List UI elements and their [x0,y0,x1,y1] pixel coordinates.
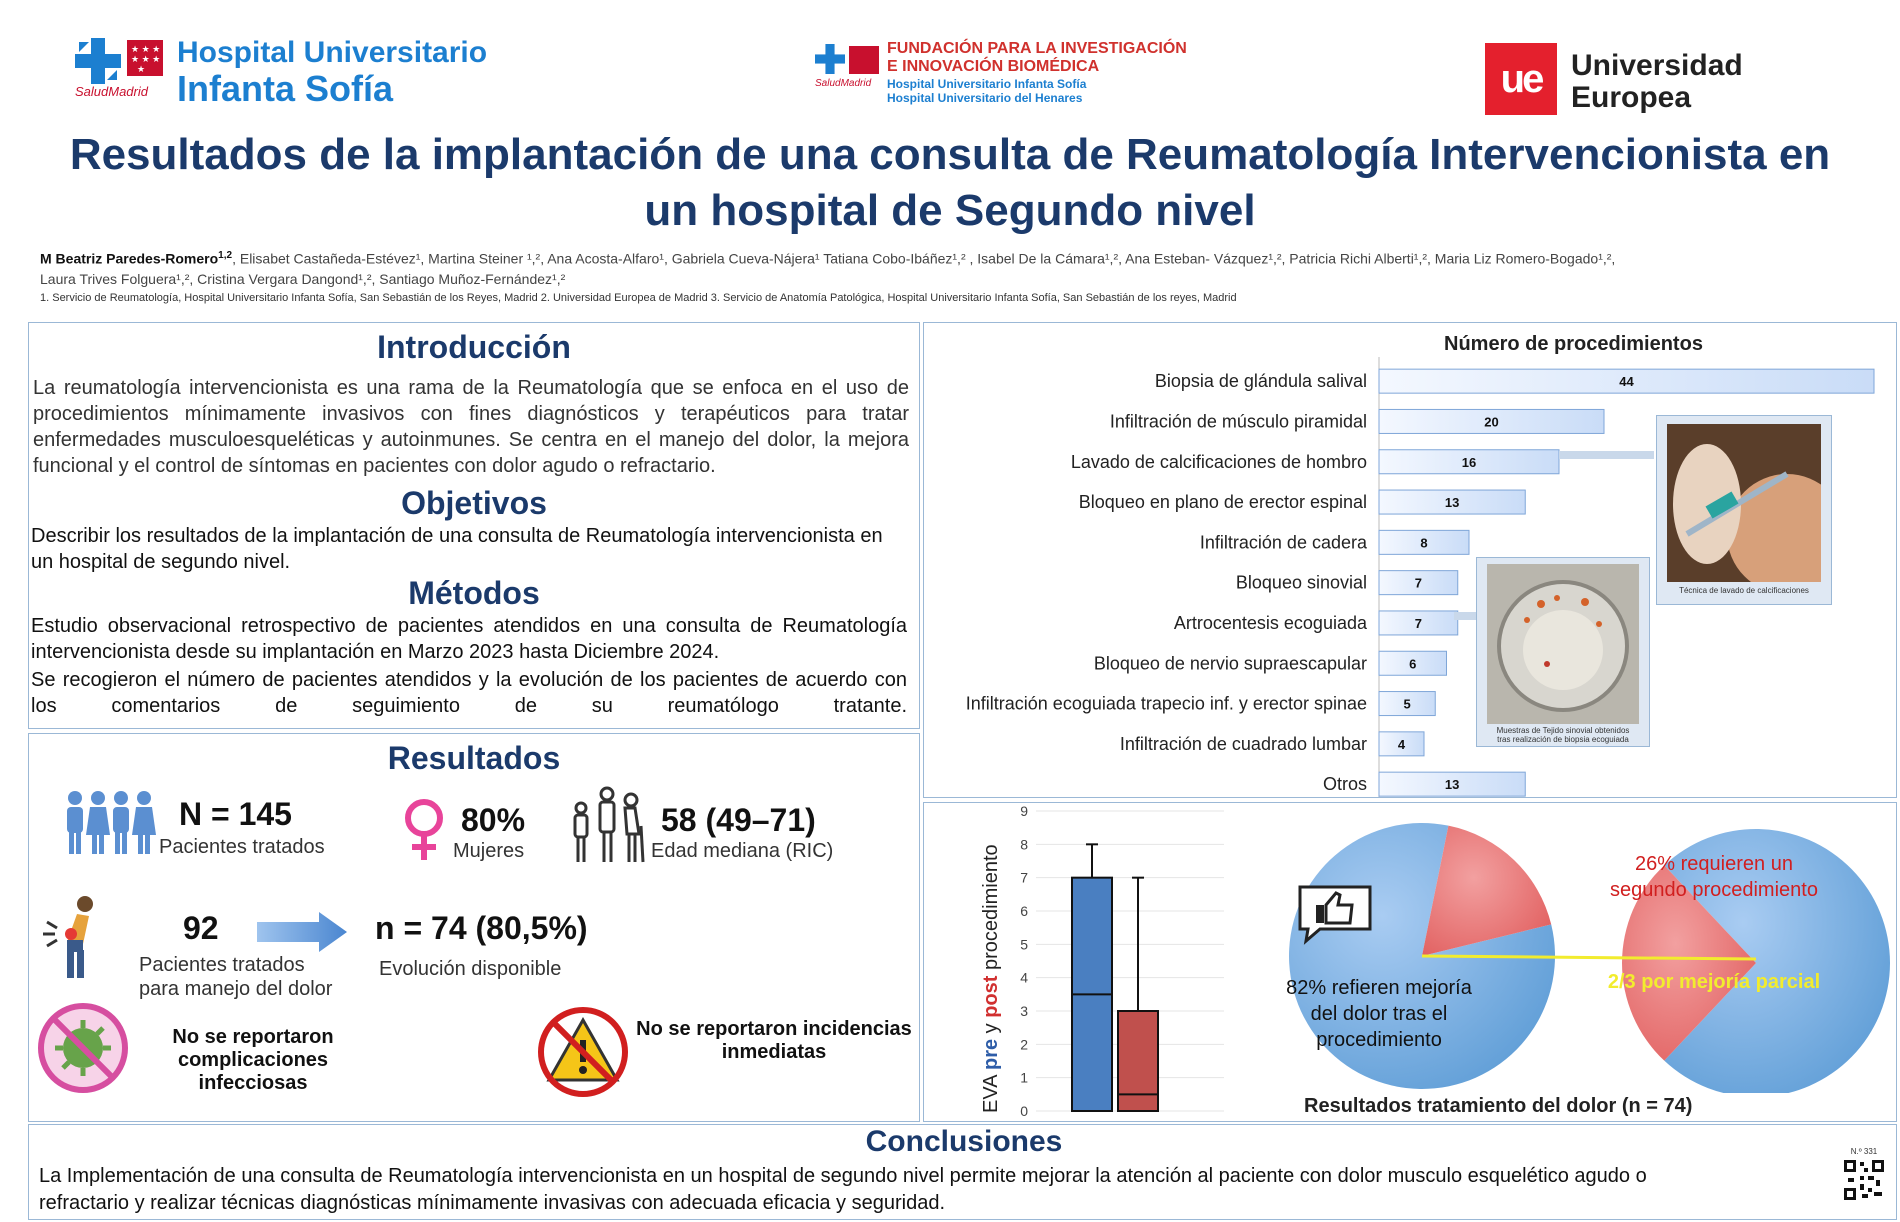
women-value: 80% [461,802,526,838]
pie1-label [1274,975,1484,1053]
first-author-sup: 1,2 [218,250,233,261]
objetivos-heading: Objetivos [401,485,547,521]
eva-tick-label: 1 [1020,1069,1028,1086]
procedure-category-label: Bloqueo de nervio supraescapular [1093,653,1367,674]
title-line1: Resultados de la implantación de una consulta de Reumatología Intervencionista en [69,130,1831,179]
female-icon [401,798,447,862]
resultados-heading: Resultados [387,740,561,776]
arrow-right-icon [257,912,347,952]
qr-code-icon [1842,1158,1886,1202]
evol-label: Evolución disponible [379,958,562,980]
pie2-label2: segundo procedimiento [1610,879,1818,901]
authors-rest: , Elisabet Castañeda-Estévez¹, Martina Steiner ¹,², Ana Acosta-Alfaro¹, Gabriela Cueva-Nájera¹ Tatiana Cobo-Ibáñez¹,² , Isabel De la Cámara¹,², Ana Esteban- Vázquez¹,², Patricia Richi Alberti¹,², Maria Liz Romero-Bogado¹,², [232,250,1616,267]
evol-value: n = 74 (80,5%) [375,910,588,946]
fundacion-logo [815,40,1235,110]
eva-tick-label: 2 [1020,1036,1028,1053]
intro-text: La reumatología intervencionista es una rama de la Reumatología que se enfoca en el uso de procedimientos mínimamente invasivos con fines diagnósticos y terapéuticos para tratar enfermedades musculoesqueléticas y autoinmunes. Se centra en el manejo del dolor, la mejora funcional y el control de síntomas en pacientes con dolor agudo o refractario. [33,377,909,477]
hospital-logo [75,34,495,109]
qr-block [1839,1147,1889,1202]
procedure-value-label: 20 [1484,414,1499,430]
procedure-category-label: Infiltración de cuadrado lumbar [1119,733,1367,754]
eva-tick-label: 5 [1020,936,1028,953]
resultados-panel [28,733,920,1122]
procedure-value-label: 13 [1444,495,1460,511]
pain-label1: Pacientes tratados [139,954,305,976]
hospital-name-line2: Infanta Sofía [177,68,394,109]
pie2-label [1564,851,1864,903]
eva-tick-label: 8 [1020,836,1028,853]
metodos-heading: Métodos [408,575,540,611]
procedures-chart-title: Número de procedimientos [1444,333,1703,355]
hospital-cross-icon [75,38,121,84]
poster-title [0,127,1900,239]
procedure-value-label: 5 [1403,696,1411,712]
eva-tick-label: 4 [1020,969,1028,986]
fundacion-sub-label: SaludMadrid [815,78,872,89]
eva-tick-label: 6 [1020,903,1028,919]
infection-line2: complicaciones infecciosas [177,1049,329,1094]
photo2-caption [1477,726,1649,744]
n-label: Pacientes tratados [159,836,325,858]
pain-value: 92 [183,910,219,946]
incident-line2: inmediatas [721,1041,827,1063]
conclusiones-heading: Conclusiones [865,1125,1063,1158]
authors-line2: Laura Trives Folguera¹,², Cristina Vergara Dangond¹,², Santiago Muñoz-Fernández¹,² [40,270,566,287]
y-axis-suffix: procedimiento [980,844,1002,976]
fundacion-line4: Hospital Universitario del Henares [887,91,1083,105]
fundacion-cross-icon [815,44,845,74]
procedure-value-label: 16 [1461,454,1477,470]
age-value: 58 (49–71) [661,802,816,838]
photo1-caption: Técnica de lavado de calcificaciones [1679,586,1809,595]
procedure-category-label: Biopsia de glándula salival [1154,371,1367,392]
thumbs-up-icon [1296,883,1374,945]
fundacion-line1: FUNDACIÓN PARA LA INVESTIGACIÓN [887,40,1187,57]
procedure-value-label: 7 [1414,615,1422,631]
pain-results-panel [923,802,1897,1122]
fundacion-line2: E INNOVACIÓN BIOMÉDICA [887,58,1100,75]
y-axis-prefix: EVA [980,1070,1002,1113]
incident-text [629,1018,919,1064]
intro-heading: Introducción [377,329,571,365]
procedure-category-label: Infiltración ecoguiada trapecio inf. y erector spinae [965,693,1367,714]
madrid-flag-icon: ★ ★ ★ ★ ★ ★ ★ [127,40,163,76]
age-label: Edad mediana (RIC) [651,840,834,862]
photo2-caption-line2: tras realización de biopsia ecoguiada [1497,735,1629,744]
pie1-label3: procedimiento [1316,1029,1442,1051]
first-author: M Beatriz Paredes-Romero [40,250,219,267]
no-infection-icon [35,1000,131,1096]
saludmadrid-label: SaludMadrid [75,84,148,99]
pie1-label2: del dolor tras el [1310,1003,1448,1025]
y-axis-mid: y [980,1017,1002,1039]
women-label: Mujeres [453,840,525,862]
universidad-logo [1485,43,1765,118]
hospital-name-line1: Hospital Universitario [177,36,488,69]
y-axis-pre: pre [980,1038,1002,1070]
intro-panel [28,322,920,729]
synovial-photo-image [1487,564,1639,724]
procedure-category-label: Artrocentesis ecoguiada [1173,612,1367,633]
procedure-category-label: Otros [1322,774,1367,795]
y-axis-post: post [980,975,1002,1018]
procedure-category-label: Lavado de calcificaciones de hombro [1070,451,1367,472]
eva-tick-label: 9 [1020,803,1028,819]
conclusiones-panel [28,1124,1897,1220]
procedure-value-label: 7 [1414,575,1422,591]
conclusiones-text2: refractario y realizar técnicas diagnósticas mínimamente invasivas con adecuada eficacia y seguridad. [39,1192,946,1214]
procedures-panel [923,322,1897,798]
procedure-value-label: 13 [1444,777,1460,793]
procedure-value-label: 6 [1409,656,1417,672]
affiliations: 1. Servicio de Reumatología, Hospital Universitario Infanta Sofía, San Sebastián de los Reyes, Madrid 2. Universidad Europea de Madrid 3. Servicio de Anatomía Patológica, Hospital Universitario Infanta Sofía, San Sebastián de los reyes, Madrid [40,292,1237,304]
universidad-line1: Universidad [1571,49,1743,82]
calcification-photo-image [1667,424,1821,582]
procedure-category-label: Bloqueo en plano de erector espinal [1078,492,1367,513]
universidad-line2: Europea [1571,81,1692,114]
objetivos-text: Describir los resultados de la implantación de una consulta de Reumatología intervencionista en un hospital de segundo nivel. [31,525,883,573]
authors [40,246,1870,289]
eva-tick-label: 0 [1020,1103,1028,1119]
infection-text [133,1026,373,1095]
conclusiones-text1: La Implementación de una consulta de Reumatología intervencionista en un hospital de segundo nivel permite mejorar la atención al paciente con dolor musculo esquelético agudo o [39,1165,1647,1187]
eva-box-plot [924,803,1224,1121]
age-group-icon [569,786,645,866]
pie2-label1: 26% requieren un [1635,853,1793,875]
post-box [1118,1011,1158,1111]
procedure-value-label: 4 [1397,736,1406,752]
procedure-category-label: Infiltración de cadera [1199,532,1367,553]
procedure-value-label: 44 [1619,374,1634,390]
photo1-connector [1559,451,1654,459]
conclusiones-text [39,1163,1829,1217]
metodos-text1: Estudio observacional retrospectivo de pacientes atendidos en una consulta de Reumatología intervencionista desde su implantación en Marzo 2023 hasta Diciembre 2024. [31,615,907,663]
eva-tick-label: 7 [1020,869,1028,886]
procedure-value-label: 8 [1420,535,1428,551]
patients-icon [63,790,157,856]
eva-tick-label: 3 [1020,1003,1028,1019]
fundacion-line3: Hospital Universitario Infanta Sofía [887,77,1087,91]
photo2-caption-line1: Muestras de Tejido sinovial obtenidos [1496,726,1630,735]
pain-results-title: Resultados tratamiento del dolor (n = 74) [1304,1095,1693,1117]
infection-line1: No se reportaron [172,1026,334,1048]
pain-label2: para manejo del dolor [139,978,333,1000]
photo-synovial [1476,557,1650,747]
procedure-category-label: Infiltración de músculo piramidal [1109,411,1367,432]
back-pain-icon [33,894,105,982]
photo-calcification [1656,415,1832,605]
eva-axis-label [980,813,1016,1113]
title-line2: un hospital de Segundo nivel [644,186,1256,235]
pie2-partial-label: 2/3 por mejoría parcial [1607,971,1821,993]
pie1-label1: 82% refieren mejoría [1286,977,1472,999]
procedure-category-label: Bloqueo sinovial [1235,572,1367,593]
ue-mark: ue [1485,43,1557,115]
n-value: N = 145 [179,796,292,832]
metodos-text2: Se recogieron el número de pacientes atendidos y la evolución de los pacientes de acuerdo con los comentarios de seguimiento de su reumatólogo tratante. [31,669,907,717]
fundacion-flag-icon [849,46,879,74]
photo2-connector [1454,612,1476,620]
no-warning-icon [537,1006,629,1098]
poster-number: N.º 331 [1850,1147,1878,1156]
incident-line1: No se reportaron incidencias [636,1018,912,1040]
